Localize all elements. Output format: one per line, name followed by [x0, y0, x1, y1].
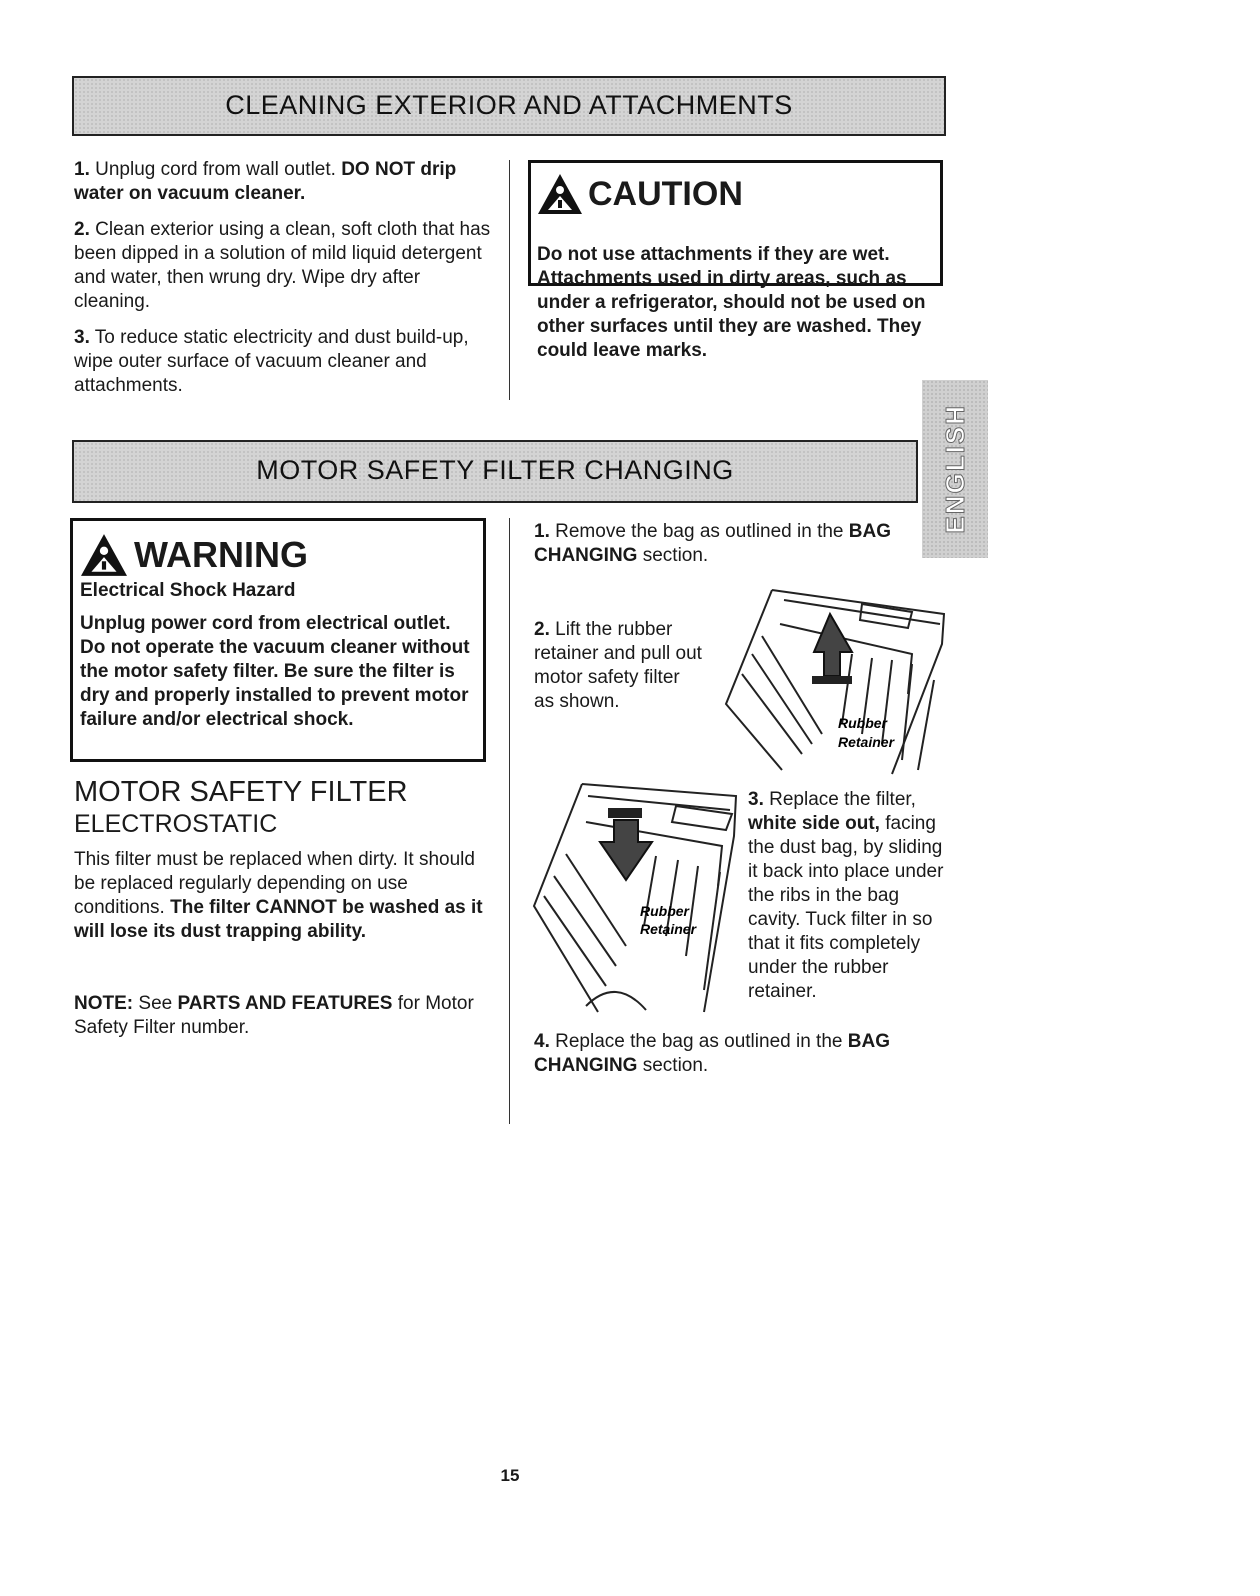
motor-title: MOTOR SAFETY FILTER CHANGING	[256, 455, 734, 485]
filter-heading: MOTOR SAFETY FILTER	[74, 776, 408, 808]
caution-triangle-icon	[536, 172, 584, 216]
motor-step-1: 1. Remove the bag as outlined in the BAG CHANGING section.	[534, 521, 892, 566]
page-number: 15	[500, 1466, 520, 1485]
motor-banner	[72, 440, 918, 503]
warning-title: WARNING	[134, 534, 308, 575]
figure-2-label-retainer: Retainer	[640, 921, 697, 937]
filter-note: NOTE: See PARTS AND FEATURES for Motor Safety Filter number.	[74, 993, 474, 1038]
cleaning-steps	[74, 158, 494, 410]
motor-step-2: 2. Lift the rubber retainer and pull out motor safety filter as shown.	[534, 619, 702, 712]
figure-1-label-rubber: Rubber	[838, 715, 887, 731]
filter-description: This filter must be replaced when dirty. It should be replaced regularly depending on use conditions. The filter CANNOT be washed as it will lose its dust trapping ability.	[74, 849, 483, 942]
motor-step-4: 4. Replace the bag as outlined in the BAG CHANGING section.	[534, 1031, 890, 1076]
warning-text: Unplug power cord from electrical outlet. Do not operate the vacuum cleaner without the motor safety filter. Be sure the filter is dry and properly installed to prevent motor failure and/or electrical shock.	[80, 613, 470, 730]
warning-triangle-icon	[78, 532, 130, 578]
caution-header	[536, 166, 743, 222]
language-tab-label: ENGLISH	[939, 404, 970, 534]
cleaning-step-3: 3. To reduce static electricity and dust build-up, wipe outer surface of vacuum cleaner and attachments.	[74, 327, 469, 396]
cleaning-step-2: 2. Clean exterior using a clean, soft cloth that has been dipped in a solution of mild liquid detergent and water, then wrung dry. Wipe dry after cleaning.	[74, 219, 491, 312]
warning-header	[78, 527, 308, 583]
column-divider-bottom	[509, 518, 510, 1124]
cleaning-title: CLEANING EXTERIOR AND ATTACHMENTS	[225, 90, 793, 120]
filter-removal-illustration	[712, 584, 948, 776]
figure-2-label-rubber: Rubber	[640, 903, 689, 919]
column-divider-top	[509, 160, 510, 400]
language-tab	[922, 380, 988, 558]
caution-text: Do not use attachments if they are wet. Attachments used in dirty areas, such as under a refrigerator, should not be used on other surfaces until they are washed. They could leave marks.	[537, 244, 926, 361]
motor-step-3: 3. Replace the filter, white side out, facing the dust bag, by sliding it back into place under the ribs in the bag cavity. Tuck filter in so that it fits completely under the rubber retainer.	[748, 789, 944, 1002]
cleaning-banner	[72, 76, 946, 136]
cleaning-step-1: 1. Unplug cord from wall outlet. DO NOT drip water on vacuum cleaner.	[74, 159, 457, 204]
caution-title: CAUTION	[588, 174, 743, 213]
figure-1-label-retainer: Retainer	[838, 734, 895, 750]
filter-subheading: ELECTROSTATIC	[74, 810, 278, 838]
filter-replace-illustration	[526, 776, 748, 1020]
warning-subtitle: Electrical Shock Hazard	[80, 580, 296, 601]
